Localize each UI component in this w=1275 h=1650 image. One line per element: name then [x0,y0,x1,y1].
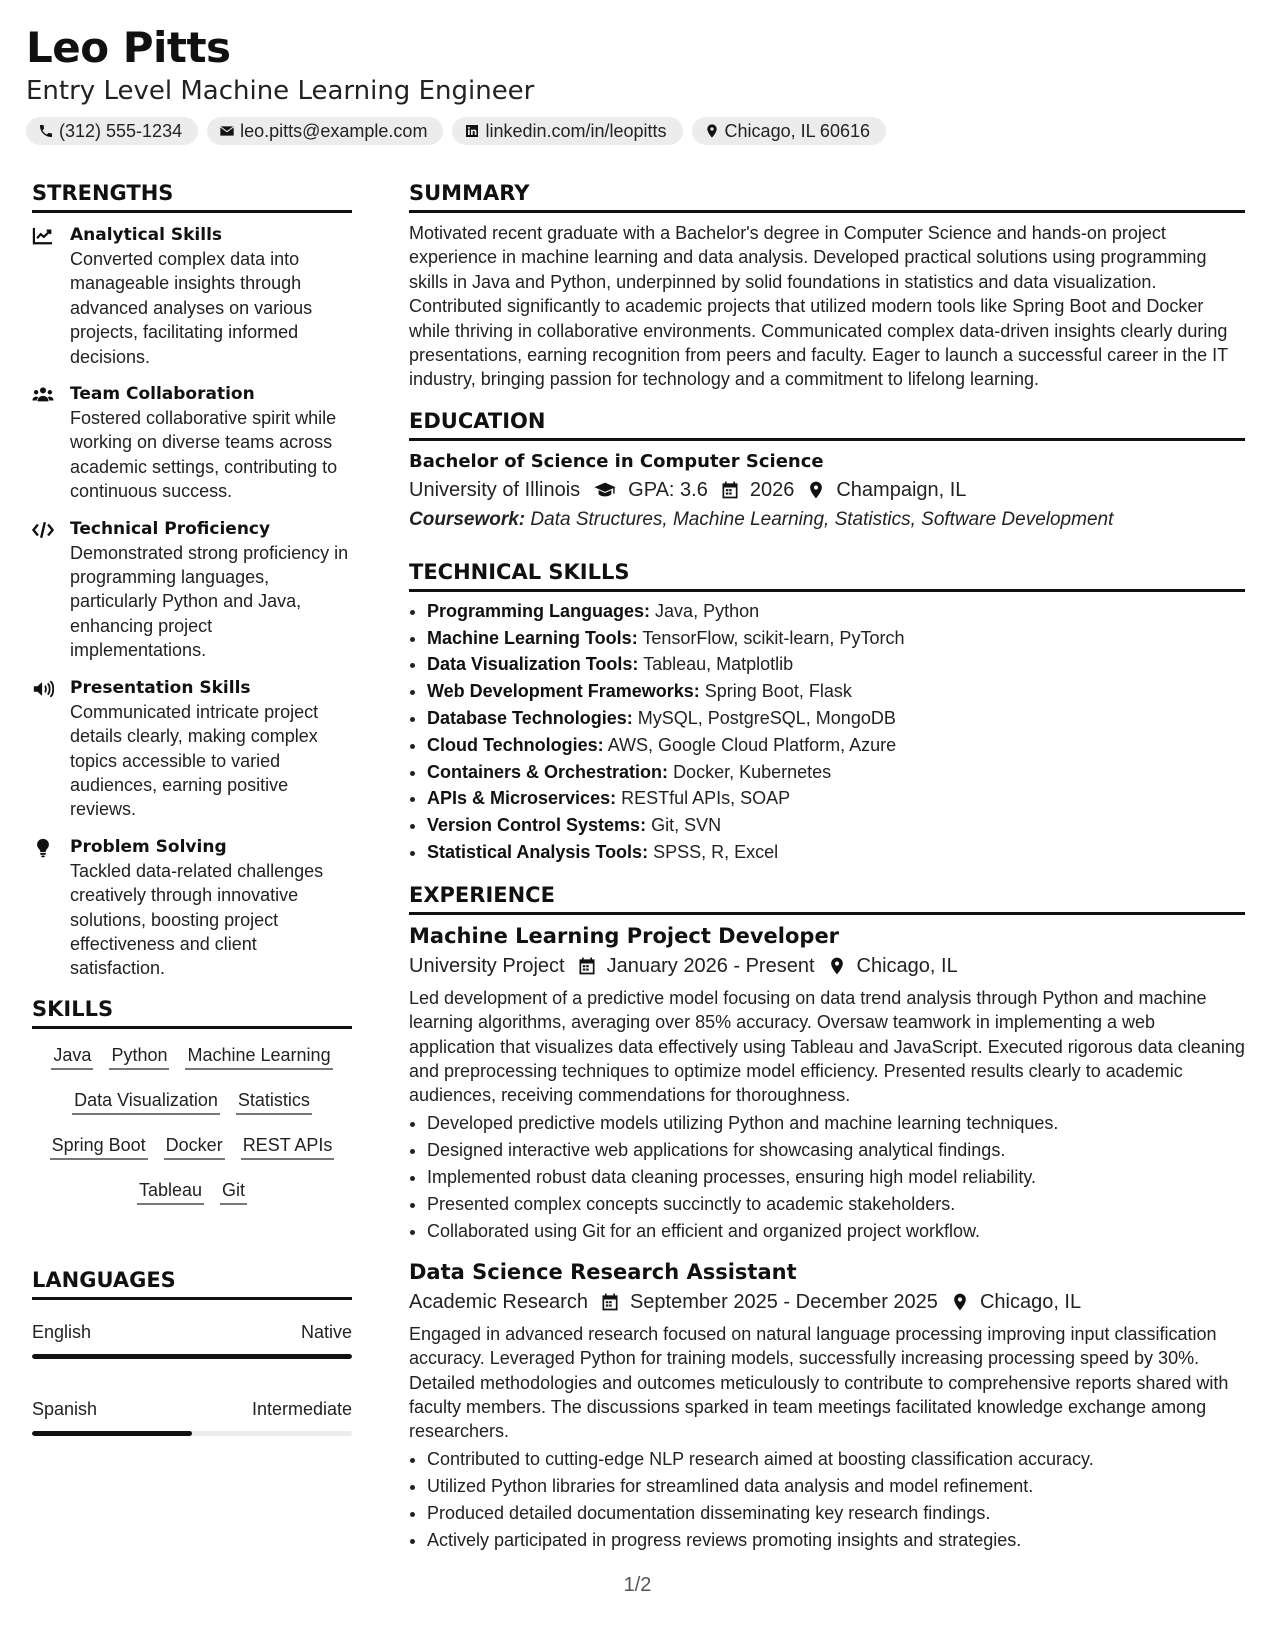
skill-tag: Tableau [137,1178,204,1205]
strength-item [32,382,352,504]
school-name: University of Illinois [409,478,581,501]
skill-tag: Git [220,1178,247,1205]
gpa: GPA: 3.6 [628,478,708,501]
skill-tag: REST APIs [241,1133,335,1160]
job-location: Chicago, IL [856,954,958,977]
job-org: University Project [409,954,565,977]
page-number: 1/2 [623,1574,652,1596]
languages-heading: LANGUAGES [32,1265,352,1300]
language-item [32,1320,352,1359]
list-item: • Data Visualization Tools: Tableau, Matplotlib [427,651,1245,678]
list-item: • Programming Languages: Java, Python [427,598,1245,625]
education-section [409,406,1245,535]
job-description: Engaged in advanced research focused on natural language processing improving input classification accuracy. Leveraged Python for training models, successfully increasing processing speed by 30%. Detailed methodologies and outcomes meticulously to contribute to comprehensive reports shared with faculty members. The discussions sparked in team meetings facilitated knowledge exchange among researchers. [409,1323,1229,1442]
strengths-section [32,178,352,981]
strength-item [32,676,352,822]
job-dates: January 2026 - Present [606,954,815,977]
contact-list [26,117,1249,145]
envelope-icon [219,123,235,139]
list-item: • Developed predictive models utilizing Python and machine learning techniques. [427,1110,1245,1137]
skill-tag: Java [51,1043,93,1070]
skill-tag: Spring Boot [50,1133,148,1160]
language-level: Intermediate [251,1398,352,1419]
job-meta [409,1287,1245,1317]
strength-description: Tackled data-related challenges creatively through innovative solutions, boosting project effectiveness and client satisfaction. [70,860,324,979]
contact-phone-text: (312) 555-1234 [59,120,183,141]
languages-section [32,1265,352,1436]
list-item: • Statistical Analysis Tools: SPSS, R, Excel [427,839,1245,866]
lightbulb-icon [32,838,54,858]
strength-title: Team Collaboration [70,384,255,405]
left-column [32,178,352,1436]
technical-skills-heading: TECHNICAL SKILLS [409,557,1245,592]
job-dates: September 2025 - December 2025 [629,1290,938,1313]
linkedin-icon [464,123,480,139]
summary-heading: SUMMARY [409,178,1245,213]
list-item: • Presented complex concepts succinctly to academic stakeholders. [427,1191,1245,1218]
strength-item [32,223,352,369]
degree-title: Bachelor of Science in Computer Science [409,450,824,472]
code-icon [32,520,54,540]
list-item: • Machine Learning Tools: TensorFlow, scikit-learn, PyTorch [427,625,1245,652]
candidate-title: Entry Level Machine Learning Engineer [26,76,535,106]
list-item: • Designed interactive web applications for showcasing analytical findings. [427,1137,1245,1164]
list-item: • APIs & Microservices: RESTful APIs, SOAP [427,785,1245,812]
contact-email-text: leo.pitts@example.com [240,120,428,141]
list-item: • Actively participated in progress reviews promoting insights and strategies. [427,1527,1245,1554]
strength-item [32,517,352,663]
skill-tag: Data Visualization [72,1088,220,1115]
strengths-heading: STRENGTHS [32,178,352,213]
list-item: • Contributed to cutting-edge NLP research aimed at boosting classification accuracy. [427,1446,1245,1473]
strength-title: Problem Solving [70,836,227,857]
contact-location[interactable] [692,117,886,145]
summary-section [409,178,1245,392]
coursework-list: Data Structures, Machine Learning, Statistics, Software Development [530,508,1114,530]
volume-icon [32,679,54,699]
graduation-cap-icon [592,479,618,501]
strength-description: Fostered collaborative spirit while working on diverse teams across academic settings, contributing to continuous success. [70,408,338,502]
list-item: • Collaborated using Git for an efficient and organized project workflow. [427,1218,1245,1245]
chart-line-icon [32,226,54,246]
contact-location-text: Chicago, IL 60616 [724,120,870,141]
resume-header [26,22,1249,145]
list-item: • Version Control Systems: Git, SVN [427,812,1245,839]
phone-icon [38,123,54,139]
technical-skills-section [409,557,1245,866]
list-item: • Cloud Technologies: AWS, Google Cloud Platform, Azure [427,732,1245,759]
location-icon [827,956,847,976]
strength-title: Technical Proficiency [70,518,271,539]
proficiency-bar-fill [32,1354,352,1359]
technical-skills-list [409,598,1245,866]
language-name: English [32,1321,92,1342]
list-item: • Utilized Python libraries for streamlined data analysis and model refinement. [427,1473,1245,1500]
skills-section [32,994,352,1205]
language-item [32,1397,352,1436]
list-item: • Containers & Orchestration: Docker, Kubernetes [427,759,1245,786]
location-icon [806,480,826,500]
education-heading: EDUCATION [409,406,1245,441]
list-item: • Web Development Frameworks: Spring Boot, Flask [427,678,1245,705]
skill-tag: Docker [164,1133,225,1160]
strength-description: Demonstrated strong proficiency in programming languages, particularly Python and Java, enhancing project implementations. [70,542,349,661]
experience-section [409,880,1245,1554]
strength-title: Presentation Skills [70,677,251,698]
coursework [409,505,1245,535]
candidate-name: Leo Pitts [26,23,231,72]
language-name: Spanish [32,1398,98,1419]
skill-tag: Statistics [236,1088,312,1115]
skill-tag: Python [109,1043,169,1070]
proficiency-bar-fill [32,1431,192,1436]
contact-email[interactable] [207,117,443,145]
job-bullets [409,1110,1245,1245]
location-icon [950,1292,970,1312]
experience-heading: EXPERIENCE [409,880,1245,915]
contact-linkedin[interactable] [452,117,682,145]
strength-description: Communicated intricate project details clearly, making complex topics accessible to varied audiences, earning positive reviews. [70,701,319,820]
location-icon [704,123,720,139]
strength-item [32,835,352,981]
skills-heading: SKILLS [32,994,352,1029]
calendar-icon [720,480,740,500]
skill-tags [32,1029,352,1205]
job-title: Machine Learning Project Developer [409,923,840,948]
contact-phone[interactable] [26,117,198,145]
strengths-list [32,223,352,981]
education-meta [409,475,1245,505]
language-level: Native [300,1321,352,1342]
job-org: Academic Research [409,1290,588,1313]
job-bullets [409,1446,1245,1554]
proficiency-bar [32,1354,352,1359]
school-location: Champaign, IL [836,478,967,501]
list-item: • Implemented robust data cleaning processes, ensuring high model reliability. [427,1164,1245,1191]
job-description: Led development of a predictive model focusing on data trend analysis through Python and machine learning algorithms, averaging over 85% accuracy. Oversaw teamwork in implementing a web application that visualizes data effectively using Tableau and JavaScript. Executed rigorous data cleaning and preprocessing techniques to optimize model efficiency. Presented results clearly to academic audiences, receiving commendations for thoroughness. [409,987,1245,1106]
job-meta [409,951,1245,981]
job-entry [409,1257,1245,1554]
calendar-icon [577,956,597,976]
contact-linkedin-text: linkedin.com/in/leopitts [485,120,667,141]
graduation-year: 2026 [749,478,795,501]
list-item: • Database Technologies: MySQL, PostgreSQL, MongoDB [427,705,1245,732]
users-icon [32,385,54,405]
list-item: • Produced detailed documentation disseminating key research findings. [427,1500,1245,1527]
proficiency-bar [32,1431,352,1436]
strength-title: Analytical Skills [70,225,223,245]
coursework-label: Coursework: [409,508,526,530]
skill-tag: Machine Learning [185,1043,332,1070]
summary-text: Motivated recent graduate with a Bachelor's degree in Computer Science and hands-on project experience in machine learning and data analysis. Developed practical solutions using programming skills in Java and Python, underpinned by solid foundations in statistics and data visualization. Contributed significantly to academic projects that utilized modern tools like Spring Boot and Docker while thriving in collaborative environments. Communicated complex data-driven insights clearly during presentations, earning recognition from peers and faculty. Eager to launch a successful career in the IT industry, bringing passion for technology and a commitment to lifelong learning. [409,223,1228,390]
job-entry [409,921,1245,1245]
right-column [409,178,1245,1568]
job-location: Chicago, IL [979,1290,1082,1313]
calendar-icon [600,1292,620,1312]
strength-description: Converted complex data into manageable insights through advanced analyses on various projects, facilitating informed decisions. [70,249,313,367]
job-title: Data Science Research Assistant [409,1259,797,1284]
